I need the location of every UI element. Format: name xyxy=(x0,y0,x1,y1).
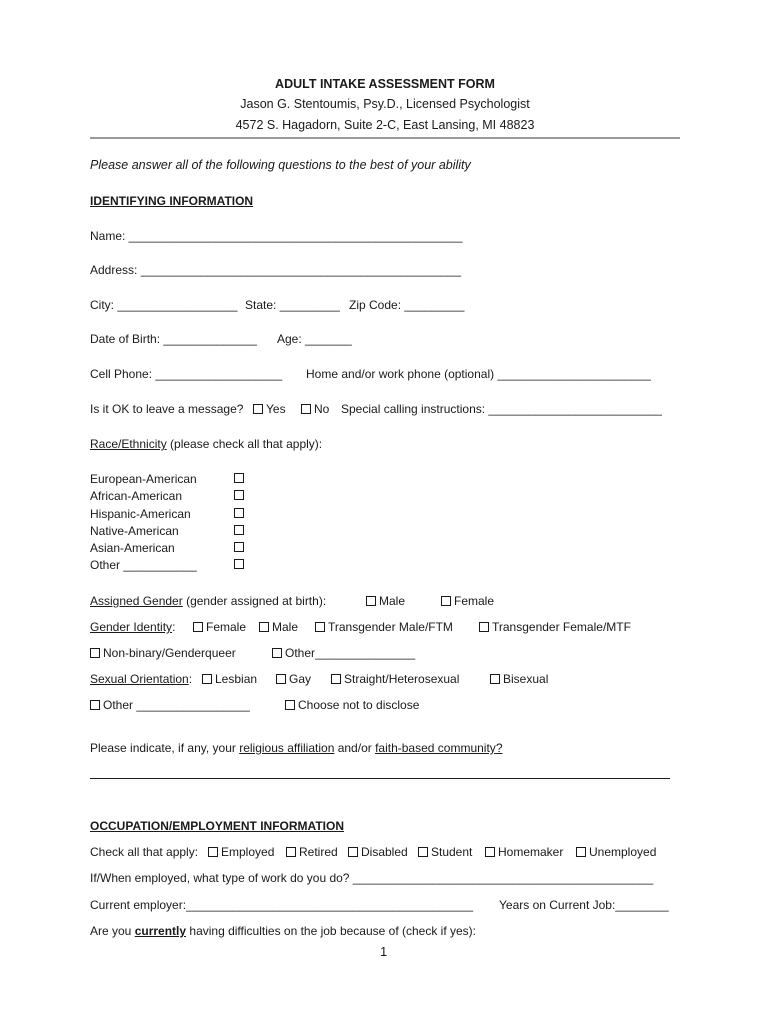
cell-phone-field[interactable]: Cell Phone: ___________________ xyxy=(90,367,283,381)
unemployed-label: Unemployed xyxy=(589,845,657,859)
identity-trans-female-option[interactable] xyxy=(479,619,631,635)
religious-affiliation-label: religious affiliation xyxy=(239,741,335,755)
checkbox-icon[interactable] xyxy=(259,622,269,632)
checkbox-icon[interactable] xyxy=(90,700,100,710)
homemaker-label: Homemaker xyxy=(498,845,564,859)
checkbox-icon[interactable] xyxy=(418,847,428,857)
name-field[interactable]: Name: __________________________________________________ xyxy=(90,229,463,243)
orientation-straight-option[interactable] xyxy=(331,671,459,687)
header-divider xyxy=(90,137,680,139)
disabled-option[interactable] xyxy=(348,844,408,860)
identity-female-option[interactable] xyxy=(193,619,246,635)
checkbox-icon[interactable] xyxy=(366,596,376,606)
retired-label: Retired xyxy=(299,845,338,859)
not-disclose-label: Choose not to disclose xyxy=(298,698,420,712)
religion-question xyxy=(90,740,503,756)
state-field[interactable]: State: _________ xyxy=(245,298,340,312)
years-on-job-field[interactable]: Years on Current Job:________ xyxy=(499,898,669,912)
faith-community-label: faith-based community xyxy=(375,741,496,755)
checkbox-icon[interactable] xyxy=(253,404,263,414)
checkbox-icon[interactable] xyxy=(479,622,489,632)
city-field[interactable]: City: __________________ xyxy=(90,298,238,312)
religion-answer-line[interactable] xyxy=(90,778,670,779)
disabled-label: Disabled xyxy=(361,845,408,859)
employed-option[interactable] xyxy=(208,844,274,860)
race-option-2: Hispanic-American xyxy=(90,507,191,521)
checkbox-icon[interactable] xyxy=(348,847,358,857)
female-label: Female xyxy=(454,594,495,608)
female-label: Female xyxy=(206,620,247,634)
checkbox-icon[interactable] xyxy=(90,648,100,658)
page-number: 1 xyxy=(380,944,388,959)
race-option-1: African-American xyxy=(90,489,183,503)
race-checkbox-0[interactable] xyxy=(234,473,244,483)
employer-field[interactable]: Current employer:___________________________________________ xyxy=(90,898,474,912)
difficulty-prefix: Are you xyxy=(90,924,135,938)
message-yes-option[interactable] xyxy=(253,401,286,417)
special-instructions-field[interactable]: Special calling instructions: __________________________ xyxy=(341,402,662,416)
identity-trans-male-option[interactable] xyxy=(315,619,453,635)
message-no-option[interactable] xyxy=(301,401,329,417)
form-title: ADULT INTAKE ASSESSMENT FORM xyxy=(275,77,495,91)
work-type-field[interactable]: If/When employed, what type of work do you do? _____________________________________________ xyxy=(90,871,654,885)
checkbox-icon[interactable] xyxy=(285,700,295,710)
assigned-gender-heading xyxy=(90,593,326,609)
orientation-other-label: Other _________________ xyxy=(103,698,250,712)
religion-mid: and/or xyxy=(334,741,376,755)
race-checkbox-1[interactable] xyxy=(234,490,244,500)
yes-label: Yes xyxy=(266,402,286,416)
checkbox-icon[interactable] xyxy=(202,674,212,684)
identity-other-option[interactable] xyxy=(272,645,415,661)
lesbian-label: Lesbian xyxy=(215,672,258,686)
race-label: Race/Ethnicity xyxy=(90,437,167,451)
instructions: Please answer all of the following questions to the best of your ability xyxy=(90,158,471,172)
difficulty-suffix: having difficulties on the job because of (check if yes): xyxy=(186,924,477,938)
religion-prefix: Please indicate, if any, your xyxy=(90,741,240,755)
no-label: No xyxy=(314,402,330,416)
race-checkbox-2[interactable] xyxy=(234,508,244,518)
identifying-heading: IDENTIFYING INFORMATION xyxy=(90,194,254,208)
race-suffix: (please check all that apply): xyxy=(166,437,323,451)
nonbinary-label: Non-binary/Genderqueer xyxy=(103,646,236,660)
message-question: Is it OK to leave a message? xyxy=(90,402,244,416)
male-label: Male xyxy=(379,594,406,608)
race-option-3: Native-American xyxy=(90,524,179,538)
straight-label: Straight/Heterosexual xyxy=(344,672,460,686)
trans-male-label: Transgender Male/FTM xyxy=(328,620,453,634)
orientation-label: Sexual Orientation xyxy=(90,672,189,686)
orientation-not-disclose-option[interactable] xyxy=(285,697,419,713)
orientation-other-option[interactable] xyxy=(90,697,250,713)
gay-label: Gay xyxy=(289,672,312,686)
race-option-4: Asian-American xyxy=(90,541,175,555)
practitioner-name: Jason G. Stentoumis, Psy.D., Licensed Psychologist xyxy=(240,97,530,111)
homemaker-option[interactable] xyxy=(485,844,563,860)
assigned-female-option[interactable] xyxy=(441,593,494,609)
employment-check-label: Check all that apply: xyxy=(90,845,199,859)
race-checkbox-3[interactable] xyxy=(234,525,244,535)
checkbox-icon[interactable] xyxy=(441,596,451,606)
assigned-gender-label: Assigned Gender xyxy=(90,594,183,608)
race-heading xyxy=(90,436,322,452)
age-field[interactable]: Age: _______ xyxy=(277,332,352,346)
practice-address: 4572 S. Hagadorn, Suite 2-C, East Lansing, MI 48823 xyxy=(235,118,535,132)
assigned-male-option[interactable] xyxy=(366,593,405,609)
orientation-colon: : xyxy=(188,672,193,686)
race-checkbox-4[interactable] xyxy=(234,542,244,552)
checkbox-icon[interactable] xyxy=(301,404,311,414)
orientation-lesbian-option[interactable] xyxy=(202,671,257,687)
identity-nonbinary-option[interactable] xyxy=(90,645,236,661)
student-label: Student xyxy=(431,845,473,859)
dob-field[interactable]: Date of Birth: ______________ xyxy=(90,332,257,346)
gender-identity-heading xyxy=(90,619,175,635)
orientation-gay-option[interactable] xyxy=(276,671,311,687)
assigned-gender-suffix: (gender assigned at birth): xyxy=(182,594,327,608)
race-option-0: European-American xyxy=(90,472,197,486)
other-label: Other_______________ xyxy=(285,646,416,660)
student-option[interactable] xyxy=(418,844,472,860)
orientation-heading xyxy=(90,671,192,687)
home-phone-field[interactable]: Home and/or work phone (optional) _______________________ xyxy=(306,367,651,381)
bisexual-label: Bisexual xyxy=(503,672,549,686)
checkbox-icon[interactable] xyxy=(193,622,203,632)
checkbox-icon[interactable] xyxy=(490,674,500,684)
religion-question-mark: ? xyxy=(495,741,503,755)
employed-label: Employed xyxy=(221,845,275,859)
job-difficulty-question xyxy=(90,923,476,939)
race-checkbox-5[interactable] xyxy=(234,559,244,569)
retired-option[interactable] xyxy=(286,844,338,860)
trans-female-label: Transgender Female/MTF xyxy=(492,620,631,634)
checkbox-icon[interactable] xyxy=(276,674,286,684)
checkbox-icon[interactable] xyxy=(331,674,341,684)
gender-identity-colon: : xyxy=(172,620,176,634)
unemployed-option[interactable] xyxy=(576,844,656,860)
zip-field[interactable]: Zip Code: _________ xyxy=(349,298,465,312)
identity-male-option[interactable] xyxy=(259,619,298,635)
checkbox-icon[interactable] xyxy=(272,648,282,658)
checkbox-icon[interactable] xyxy=(485,847,495,857)
address-field[interactable]: Address: ________________________________________________ xyxy=(90,263,462,277)
male-label: Male xyxy=(272,620,299,634)
checkbox-icon[interactable] xyxy=(208,847,218,857)
difficulty-emphasis: currently xyxy=(134,924,187,938)
gender-identity-label: Gender Identity xyxy=(90,620,173,634)
checkbox-icon[interactable] xyxy=(286,847,296,857)
checkbox-icon[interactable] xyxy=(576,847,586,857)
orientation-bisexual-option[interactable] xyxy=(490,671,548,687)
race-option-5[interactable]: Other ___________ xyxy=(90,558,197,572)
occupation-heading: OCCUPATION/EMPLOYMENT INFORMATION xyxy=(90,819,344,833)
checkbox-icon[interactable] xyxy=(315,622,325,632)
